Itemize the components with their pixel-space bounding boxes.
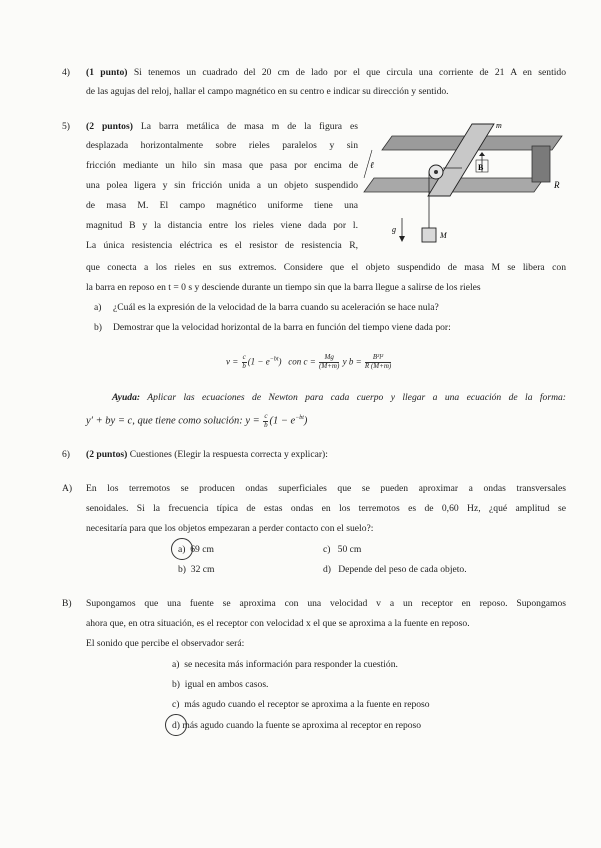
q6b-option-c[interactable]: c) más agudo cuando el receptor se aproxima a la fuente en reposo (172, 699, 430, 710)
q4-line1 (86, 67, 566, 79)
q5-points: (2 puntos) (86, 121, 133, 132)
q5-intro-line5: de masa M. El campo magnético uniforme tiene una (86, 200, 358, 211)
label-m: m (496, 121, 502, 130)
label-M: M (440, 231, 447, 240)
q5-intro-line1 (86, 121, 358, 133)
q5-text-line1: La barra metálica de masa m de la figura es (140, 121, 358, 132)
rail-bar-figure (362, 116, 572, 252)
q6a-option-b[interactable]: b) 32 cm (178, 564, 215, 575)
q6b-line3: El sonido que percibe el observador será: (86, 638, 245, 649)
q6-points: (2 puntos) (86, 449, 128, 460)
hint-line1: Ayuda: Aplicar las ecuaciones de Newton para cada cuerpo y llegar a una ecuación de la forma: (112, 392, 566, 403)
q6b-line1: Supongamos que una fuente se aproxima con una velocidad v a un receptor en reposo. Supongamos (86, 598, 566, 609)
q5a-text: ¿Cuál es la expresión de la velocidad de la barra cuando su aceleración se hace nula? (113, 302, 439, 313)
q6a-label: A) (62, 483, 73, 494)
q5-intro-line2: desplazada horizontalmente sobre rieles paralelos y sin (86, 140, 358, 151)
q5-number: 5) (62, 121, 70, 132)
q5-full-line1: que conecta a los rieles en sus extremos. Considere que el objeto suspendido de masa M se libera con (86, 262, 566, 273)
label-g: g (392, 225, 396, 234)
q6a-option-d[interactable]: d) Depende del peso de cada objeto. (323, 564, 467, 575)
q6b-line2: ahora que, en otra situación, es el receptor con velocidad x el que se aproxima a la fuente en reposo. (86, 618, 470, 629)
q6a-option-c[interactable]: c) 50 cm (323, 544, 362, 555)
hanging-mass (422, 228, 436, 242)
q5a-label: a) (94, 302, 102, 313)
label-l: ℓ (370, 160, 374, 170)
q6a-answer-circle (171, 538, 193, 560)
q6b-option-b[interactable]: b) igual en ambos casos. (172, 679, 269, 690)
hint-line2: y′ + by = c, que tiene como solución: y = $\frac{c}{b}$ $(1 - e^{-bt})$ (86, 412, 308, 429)
q6b-answer-circle (165, 714, 187, 736)
q6b-option-d[interactable]: d) más agudo cuando la fuente se aproxima al receptor en reposo (172, 720, 422, 731)
velocity-formula: v = $\frac{c}{b}$ $(1 - e^{-bt})$ con c = $\frac{Mg}{(M+m)}$ y b = $\frac{\text{B²l²}}{R (M+m)}$ (226, 353, 392, 370)
q6a-line2: senoidales. Si la frecuencia típica de estas ondas en los terremotos es de 0,60 Hz, ¿qué amplitud se (86, 503, 566, 514)
q4-number: 4) (62, 67, 70, 78)
q6-title-line (86, 449, 328, 461)
q5-full-line2: la barra en reposo en t = 0 s y desciende durante un tiempo sin que la barra llegue a salirse de los rieles (86, 282, 481, 293)
q6a-line1: En los terremotos se producen ondas superficiales que se pueden aproximar a ondas transversales (86, 483, 566, 494)
q5-intro-line3: fricción mediante un hilo sin masa que pasa por encima de (86, 160, 358, 171)
q5b-label: b) (94, 322, 102, 333)
q6b-label: B) (62, 598, 72, 609)
q5-intro-line7: La única resistencia eléctrica es el resistor de resistencia R, (86, 240, 358, 251)
q6-number: 6) (62, 449, 70, 460)
q5b-text: Demostrar que la velocidad horizontal de la barra en función del tiempo viene dada por: (113, 322, 451, 333)
q4-text-line1: Si tenemos un cuadrado del 20 cm de lado por el que circula una corriente de 21 A en sentido (133, 67, 566, 78)
q5-intro-line6: magnitud B y la distancia entre los rieles viene dada por l. (86, 220, 358, 231)
q6b-option-a[interactable]: a) se necesita más información para responder la cuestión. (172, 659, 398, 670)
q6a-line3: necesitaría para que los objetos empezaran a perder contacto con el suelo?: (86, 523, 374, 534)
resistor-block (532, 146, 550, 182)
label-R: R (554, 180, 560, 190)
q5-intro-line4: una polea ligera y sin fricción unida a un objeto suspendido (86, 180, 358, 191)
q4-points: (1 punto) (86, 67, 128, 78)
q4-line2: de las agujas del reloj, hallar el campo magnético en su centro e indicar su dirección y sentido. (86, 86, 449, 97)
q6-title: Cuestiones (Elegir la respuesta correcta y explicar): (129, 449, 328, 460)
q6a-option-a[interactable]: a) 69 cm (178, 544, 214, 555)
label-B: B (478, 163, 484, 172)
